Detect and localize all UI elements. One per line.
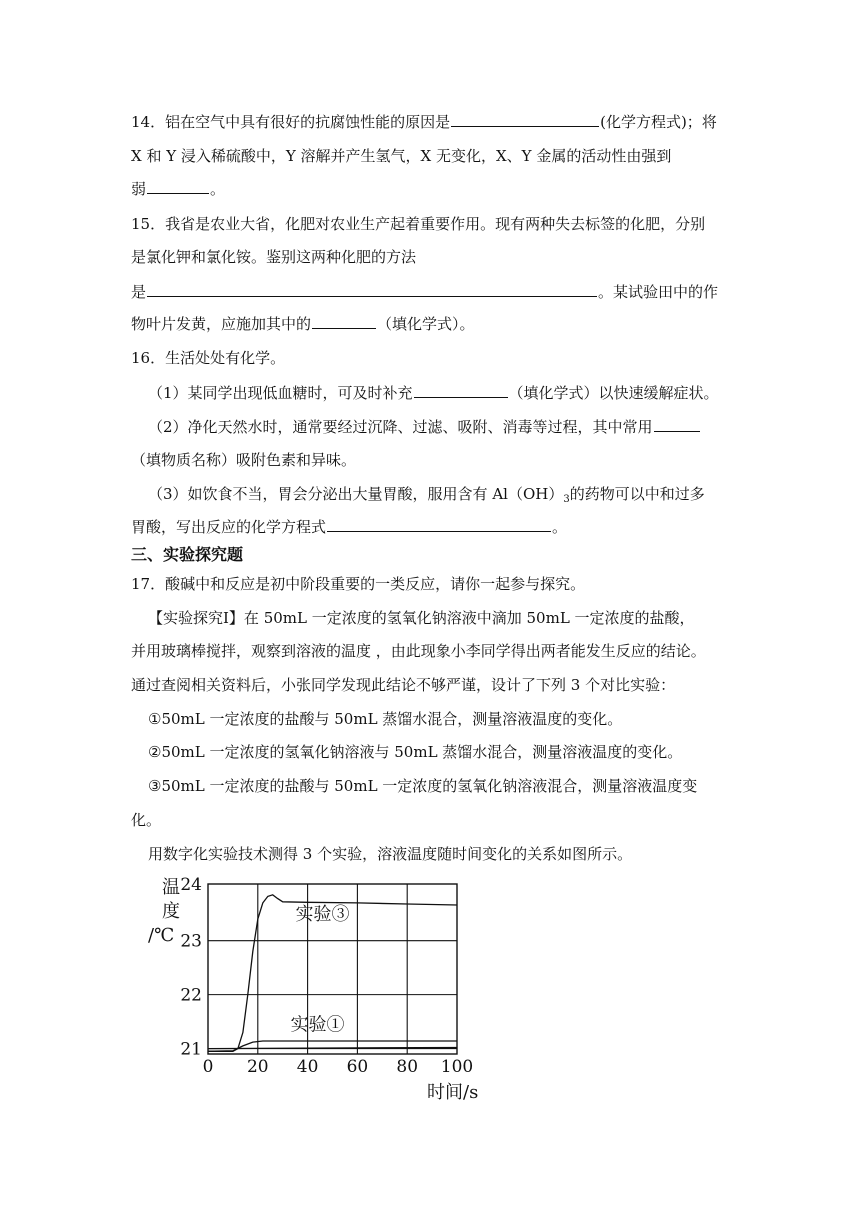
- q16-part-3: [148, 484, 705, 510]
- q14-text-d: 。: [210, 180, 226, 198]
- q16-p2-text-a: （2）净化天然水时，通常要经过沉降、过滤、吸附、消毒等过程，其中常用: [148, 418, 653, 436]
- q15-text-c: 物叶片发黄，应施加其中的: [131, 315, 312, 333]
- q17-para-3: 通过查阅相关资料后，小张同学发现此结论不够严谨，设计了下列 3 个对比实验：: [131, 676, 676, 694]
- q14-line-3: [131, 179, 225, 199]
- q17-para-4: 用数字化实验技术测得 3 个实验，溶液温度随时间变化的关系如图所示。: [148, 845, 633, 863]
- y-tick-label: 22: [180, 985, 202, 1006]
- x-tick-label: 20: [246, 1057, 269, 1077]
- x-tick-label: 100: [440, 1057, 474, 1077]
- q16-p3-text-a: （3）如饮食不当，胃会分泌出大量胃酸，服用含有 Al（OH）: [148, 485, 564, 503]
- series-label: 实验③: [295, 904, 350, 926]
- q16-p3-subscript: 3: [563, 494, 570, 505]
- q14-answer-blank-2[interactable]: [147, 179, 209, 194]
- series-label: 实验①: [290, 1014, 345, 1036]
- x-tick-label: 40: [296, 1057, 319, 1077]
- q17-experiment-3: ③50mL 一定浓度的盐酸与 50mL 一定浓度的氢氧化钠溶液混合，测量溶液温度变: [148, 777, 698, 795]
- q16-answer-blank-3[interactable]: [327, 517, 551, 532]
- x-tick-label: 80: [396, 1057, 419, 1077]
- q15-line-3: [131, 282, 718, 302]
- y-tick-label: 24: [180, 875, 202, 895]
- q15-text-b: 。某试验田中的作: [598, 283, 719, 301]
- section-heading: 三、实验探究题: [131, 545, 244, 564]
- series-line: [208, 1041, 457, 1051]
- q17-experiment-3-cont: 化。: [131, 811, 162, 829]
- q14-text-b: (化学方程式)；将: [600, 113, 717, 131]
- q16-part-2-cont: （填物质名称）吸附色素和异味。: [131, 451, 357, 469]
- x-axis-label: 时间/s: [427, 1082, 479, 1103]
- y-axis-label: 度: [162, 901, 180, 922]
- q16-part-1: [148, 383, 719, 403]
- y-tick-label: 21: [180, 1039, 202, 1060]
- q14-answer-blank-1[interactable]: [451, 112, 599, 127]
- q16-p3-text-c: 胃酸，写出反应的化学方程式: [131, 518, 327, 536]
- q15-line-2: 是氯化钾和氯化铵。鉴别这两种化肥的方法: [131, 248, 417, 266]
- q14-text-c: 弱: [131, 180, 147, 198]
- y-axis-label: /℃: [148, 925, 175, 946]
- q17-experiment-2: ②50mL 一定浓度的氢氧化钠溶液与 50mL 蒸馏水混合，测量溶液温度的变化。: [148, 743, 683, 761]
- q17-para-2: 并用玻璃棒搅拌，观察到溶液的温度 ，由此现象小李同学得出两者能发生反应的结论。: [131, 642, 706, 660]
- q15-text-a: 是: [131, 283, 147, 301]
- q15-line-1: 15．我省是农业大省，化肥对农业生产起着重要作用。现有两种失去标签的化肥，分别: [131, 215, 706, 233]
- q14-line-1: [131, 112, 717, 132]
- q16-p3-text-b: 的药物可以中和过多: [569, 485, 705, 503]
- q17-title: 17．酸碱中和反应是初中阶段重要的一类反应，请你一起参与探究。: [131, 575, 586, 593]
- q16-title: 16．生活处处有化学。: [131, 349, 286, 367]
- q15-line-4: [131, 314, 475, 334]
- y-axis-label: 温: [162, 877, 180, 898]
- temperature-time-chart: [140, 868, 490, 1108]
- q16-answer-blank-1[interactable]: [414, 383, 508, 398]
- q16-part-3-cont: [131, 517, 567, 537]
- q16-p3-text-d: 。: [552, 518, 568, 536]
- q16-answer-blank-2[interactable]: [654, 417, 700, 432]
- x-tick-label: 0: [202, 1057, 214, 1077]
- q14-line-2: X 和 Y 浸入稀硫酸中，Y 溶解并产生氢气，X 无变化，X、Y 金属的活动性由强到: [131, 147, 672, 165]
- y-tick-label: 23: [180, 931, 202, 952]
- q15-text-d: （填化学式）。: [377, 315, 475, 333]
- q14-text-a: 14．铝在空气中具有很好的抗腐蚀性能的原因是: [131, 113, 451, 131]
- q15-answer-blank-1[interactable]: [147, 282, 597, 297]
- x-tick-label: 60: [346, 1057, 369, 1077]
- q16-p1-text-a: （1）某同学出现低血糖时，可及时补充: [148, 384, 413, 402]
- q17-experiment-1: ①50mL 一定浓度的盐酸与 50mL 蒸馏水混合，测量溶液温度的变化。: [148, 710, 623, 728]
- q16-part-2: [148, 417, 701, 437]
- q15-answer-blank-2[interactable]: [312, 314, 376, 329]
- q17-para-1: 【实验探究Ⅰ】在 50mL 一定浓度的氢氧化钠溶液中滴加 50mL 一定浓度的盐酸，: [148, 609, 695, 627]
- q16-p1-text-b: （填化学式）以快速缓解症状。: [508, 384, 719, 402]
